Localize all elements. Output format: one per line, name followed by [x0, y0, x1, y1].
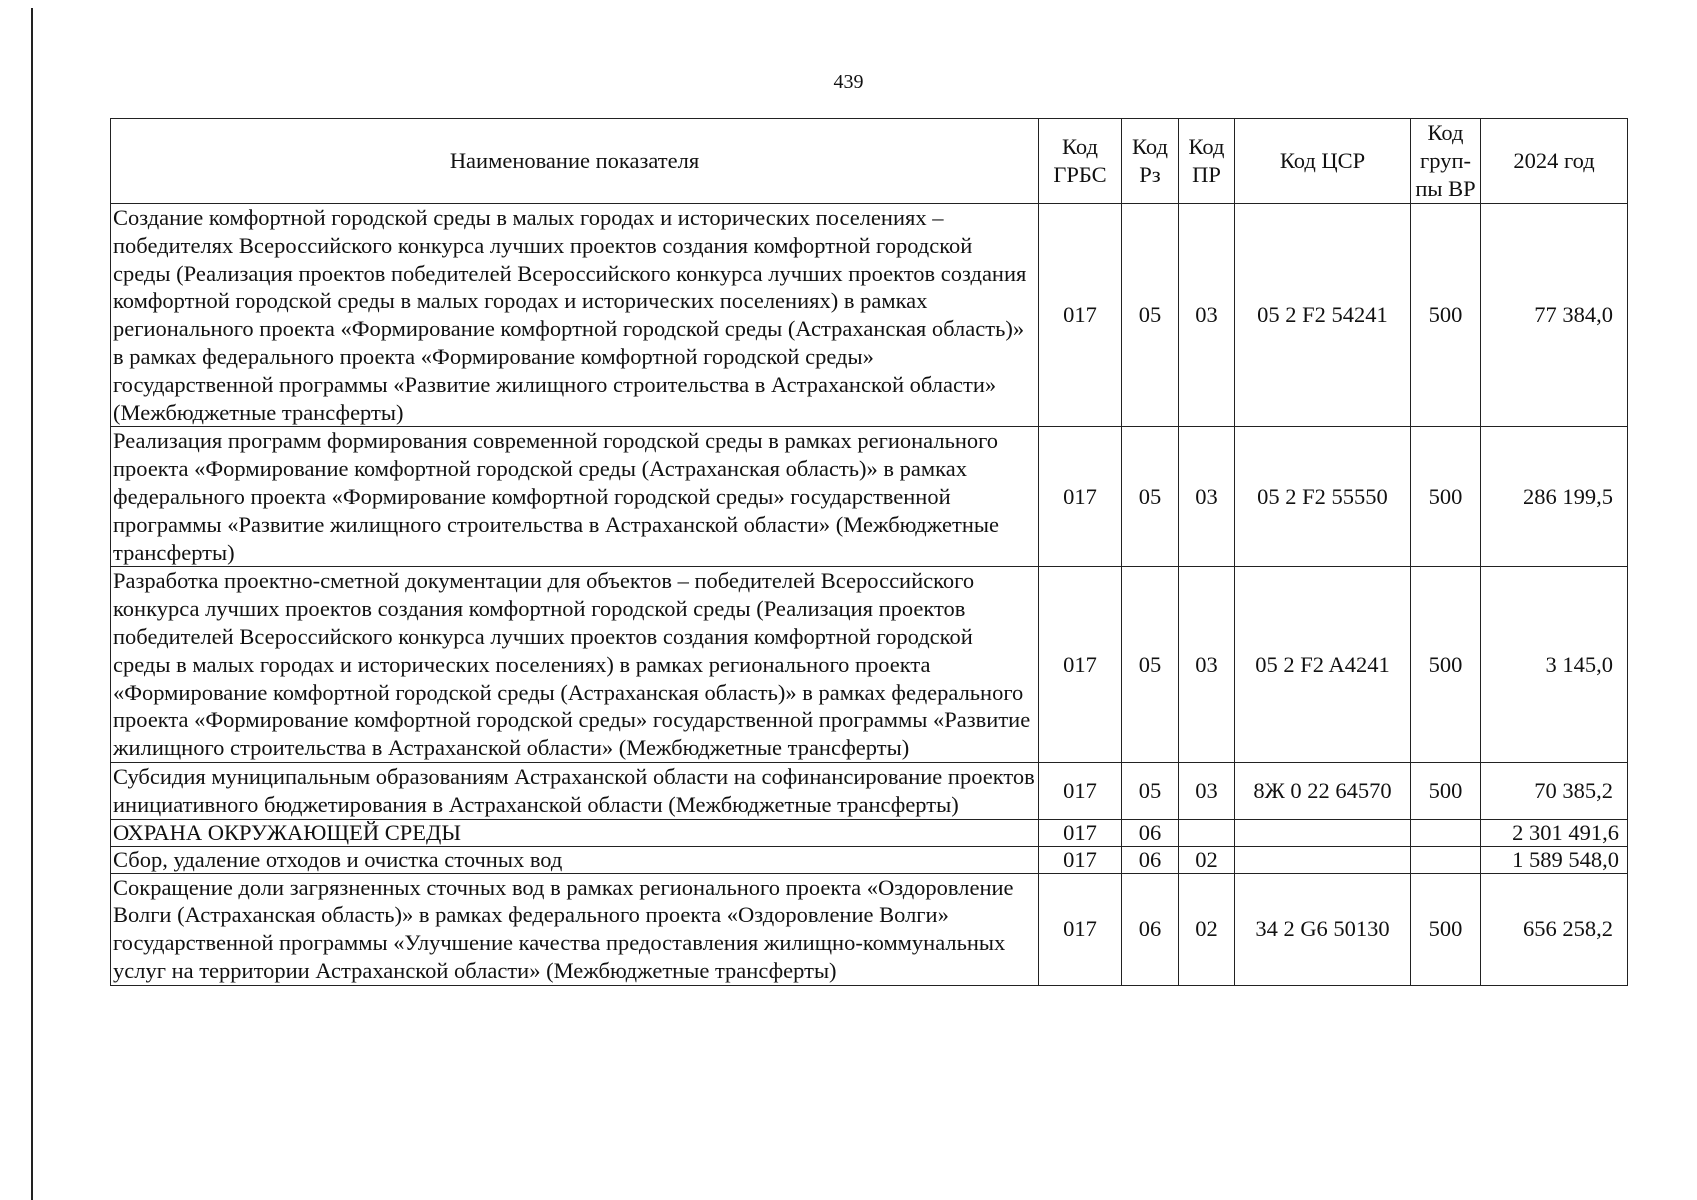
row-vr: 500 — [1411, 762, 1481, 819]
table-row — [111, 427, 1628, 567]
row-rz: 05 — [1122, 204, 1179, 427]
row-rz: 06 — [1122, 846, 1179, 873]
row-vr: 500 — [1411, 567, 1481, 763]
row-name: Сокращение доли загрязненных сточных вод в рамках регионального проекта «Оздоровление Волги (Астраханская область)» в рамках федерального проекта «Оздоровление Волги» государственной программы «Улучшение качества предоставления жилищно-коммунальных услуг на территории Астраханской области» (Межбюджетные трансферты) — [111, 873, 1039, 985]
row-name: Создание комфортной городской среды в малых городах и исторических поселениях – победителях Всероссийского конкурса лучших проектов создания комфортной городской среды (Реализация проектов победителей Всероссийского конкурса лучших проектов создания комфортной городской среды в малых городах и исторических поселениях) в рамках регионального проекта «Формирование комфортной городской среды (Астраханская область)» в рамках федерального проекта «Формирование комфортной городской среды» государственной программы «Развитие жилищного строительства в Астраханской области» (Межбюджетные трансферты) — [111, 204, 1039, 427]
row-rz: 06 — [1122, 819, 1179, 846]
row-vr: 500 — [1411, 427, 1481, 567]
row-pr: 03 — [1179, 567, 1235, 763]
row-grbs: 017 — [1039, 204, 1122, 427]
header-rz: Код Рз — [1122, 119, 1179, 204]
row-vr: 500 — [1411, 873, 1481, 985]
row-amount: 286 199,5 — [1481, 427, 1628, 567]
table-row — [111, 873, 1628, 985]
row-grbs: 017 — [1039, 427, 1122, 567]
row-rz: 06 — [1122, 873, 1179, 985]
row-amount: 3 145,0 — [1481, 567, 1628, 763]
row-csr: 34 2 G6 50130 — [1235, 873, 1411, 985]
table-row — [111, 204, 1628, 427]
table-row — [111, 819, 1628, 846]
row-grbs: 017 — [1039, 819, 1122, 846]
table-row — [111, 846, 1628, 873]
row-csr: 05 2 F2 55550 — [1235, 427, 1411, 567]
table-row — [111, 567, 1628, 763]
row-amount: 656 258,2 — [1481, 873, 1628, 985]
page-number: 439 — [833, 71, 864, 93]
row-csr: 8Ж 0 22 64570 — [1235, 762, 1411, 819]
row-grbs: 017 — [1039, 873, 1122, 985]
budget-table — [110, 118, 1628, 986]
row-csr: 05 2 F2 54241 — [1235, 204, 1411, 427]
row-grbs: 017 — [1039, 762, 1122, 819]
row-vr: 500 — [1411, 204, 1481, 427]
row-rz: 05 — [1122, 567, 1179, 763]
row-vr — [1411, 819, 1481, 846]
row-pr: 03 — [1179, 762, 1235, 819]
row-pr: 02 — [1179, 846, 1235, 873]
header-name: Наименование показателя — [111, 119, 1039, 204]
row-amount: 2 301 491,6 — [1481, 819, 1628, 846]
row-name: Субсидия муниципальным образованиям Астраханской области на софинансирование проектов инициативного бюджетирования в Астраханской области (Межбюджетные трансферты) — [111, 762, 1039, 819]
row-name: ОХРАНА ОКРУЖАЮЩЕЙ СРЕДЫ — [111, 819, 1039, 846]
row-pr: 02 — [1179, 873, 1235, 985]
row-csr — [1235, 846, 1411, 873]
row-amount: 1 589 548,0 — [1481, 846, 1628, 873]
header-vr: Код груп-пы ВР — [1411, 119, 1481, 204]
header-csr: Код ЦСР — [1235, 119, 1411, 204]
table-row — [111, 762, 1628, 819]
row-pr: 03 — [1179, 427, 1235, 567]
header-pr: Код ПР — [1179, 119, 1235, 204]
row-amount: 70 385,2 — [1481, 762, 1628, 819]
row-rz: 05 — [1122, 427, 1179, 567]
row-grbs: 017 — [1039, 567, 1122, 763]
row-grbs: 017 — [1039, 846, 1122, 873]
row-csr: 05 2 F2 A4241 — [1235, 567, 1411, 763]
binding-margin-line — [31, 8, 33, 1200]
row-amount: 77 384,0 — [1481, 204, 1628, 427]
row-vr — [1411, 846, 1481, 873]
header-grbs: Код ГРБС — [1039, 119, 1122, 204]
row-name: Сбор, удаление отходов и очистка сточных вод — [111, 846, 1039, 873]
table-header-row — [111, 119, 1628, 204]
header-year: 2024 год — [1481, 119, 1628, 204]
row-csr — [1235, 819, 1411, 846]
row-name: Разработка проектно-сметной документации для объектов – победителей Всероссийского конкурса лучших проектов создания комфортной городской среды (Реализация проектов победителей Всероссийского конкурса лучших проектов создания комфортной городской среды в малых городах и исторических поселениях) в рамках регионального проекта «Формирование комфортной городской среды (Астраханская область)» в рамках федерального проекта «Формирование комфортной городской среды» государственной программы «Развитие жилищного строительства в Астраханской области» (Межбюджетные трансферты) — [111, 567, 1039, 763]
row-pr: 03 — [1179, 204, 1235, 427]
row-pr — [1179, 819, 1235, 846]
row-name: Реализация программ формирования современной городской среды в рамках регионального проекта «Формирование комфортной городской среды (Астраханская область)» в рамках федерального проекта «Формирование комфортной городской среды» государственной программы «Развитие жилищного строительства в Астраханской области» (Межбюджетные трансферты) — [111, 427, 1039, 567]
row-rz: 05 — [1122, 762, 1179, 819]
